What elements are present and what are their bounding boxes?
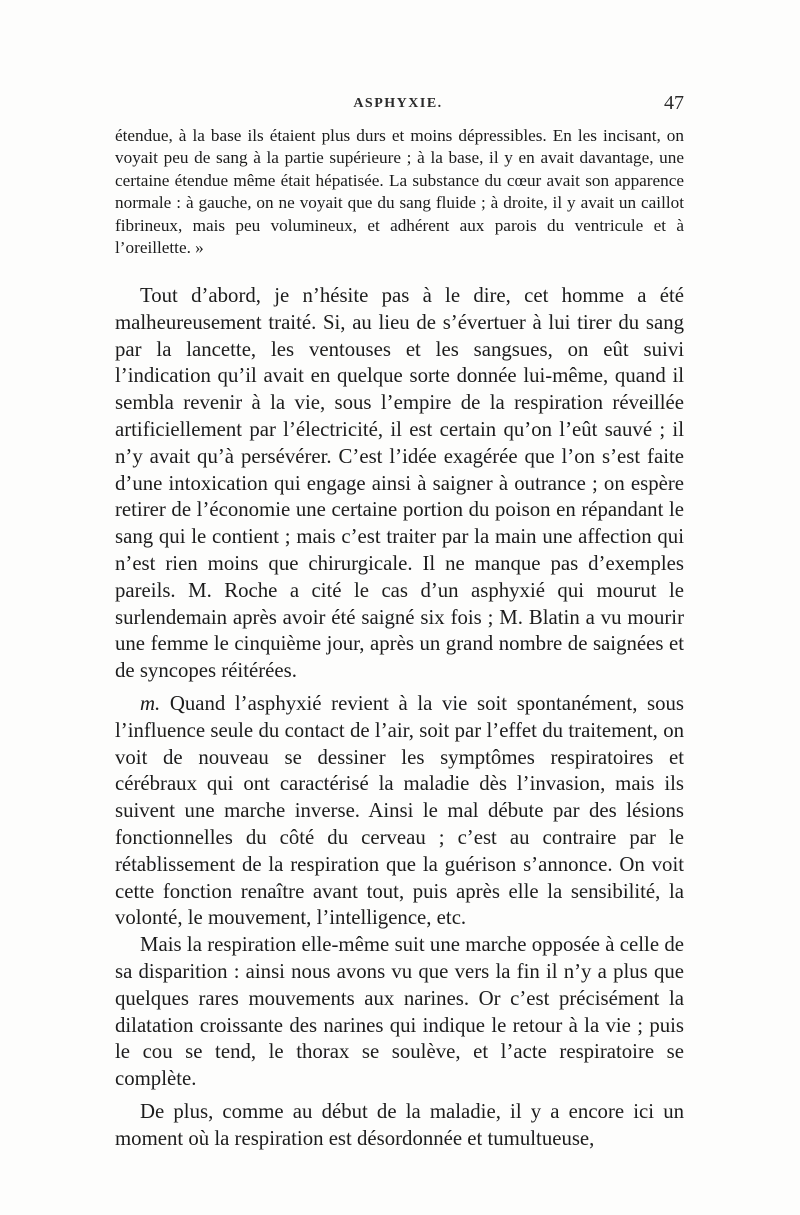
paragraph-1: Tout d’abord, je n’hésite pas à le dire, cet homme a été malheureusement traité. Si, au lieu de s’évertuer à lui tirer du sang par la lancette, les ventouses et les sangsues, on eût suivi l’indication qu’il avait en quelque sorte donnée lui-même, quand il sembla revenir à la vie, sous l’empire de la respiration réveillée artificiellement par l’électricité, il est certain qu’on l’eût sauvé ; il n’y avait qu’à persévérer. C’est l’idée exagérée que l’on s’est faite d’une intoxication qui engage ainsi à saigner à outrance ; on espère retirer de l’économie une certaine portion du poison en répandant le sang qui le contient ; mais c’est traiter par la main une affection qui n’est rien moins que chirurgicale. Il ne manque pas d’exemples pareils. M. Roche a cité le cas d’un asphyxié qui mourut le surlendemain après avoir été saigné six fois ; M. Blatin a vu mourir une femme le cinquième jour, après un grand nombre de saignées et de syncopes réitérées. [115, 284, 684, 683]
quote-paragraph: étendue, à la base ils étaient plus durs et moins dépressibles. En les incisant, on voyait peu de sang à la partie supérieure ; à la base, il y en avait davantage, une certaine étendue même était hépatisée. La substance du cœur avait son apparence normale : à gauche, on ne voyait que du sang fluide ; à droite, il y avait un caillot fibrineux, mais peu volumineux, et adhérent aux parois du ventricule et à l’oreillette. » [115, 126, 684, 258]
paragraph-2 [115, 691, 684, 932]
body-text [115, 283, 684, 1153]
paragraph-3: Mais la respiration elle-même suit une marche opposée à celle de sa disparition : ainsi nous avons vu que vers la fin il n’y a plus que quelques rares mouvements aux narines. Or c’est précisément la dilatation croissante des narines qui indique le retour à la vie ; puis le cou se tend, le thorax se soulève, et l’acte respiratoire se complète. [115, 933, 684, 1091]
paragraph-4: De plus, comme au début de la maladie, il y a encore ici un moment où la respiration est désordonnée et tumultueuse, [115, 1099, 684, 1150]
page-number: 47 [664, 92, 684, 114]
quoted-autopsy-text [115, 125, 684, 259]
paragraph-2-text: Quand l’asphyxié revient à la vie soit spontanément, sous l’influence seule du contact de l’air, soit par l’effet du traitement, on voit de nouveau se dessiner les symptômes respiratoires et cérébraux qui ont caractérisé la maladie dès l’invasion, mais ils suivent une marche inverse. Ainsi le mal débute par des lésions fonctionnelles du côté du cerveau ; c’est au contraire par le rétablissement de la respiration que la guérison s’annonce. On voit cette fonction renaître avant tout, puis après elle la sensibilité, la volonté, le mouvement, l’intelligence, etc. [115, 691, 685, 930]
running-head [112, 92, 684, 120]
running-title: ASPHYXIE. [353, 96, 443, 111]
section-marker: m. [140, 691, 161, 715]
